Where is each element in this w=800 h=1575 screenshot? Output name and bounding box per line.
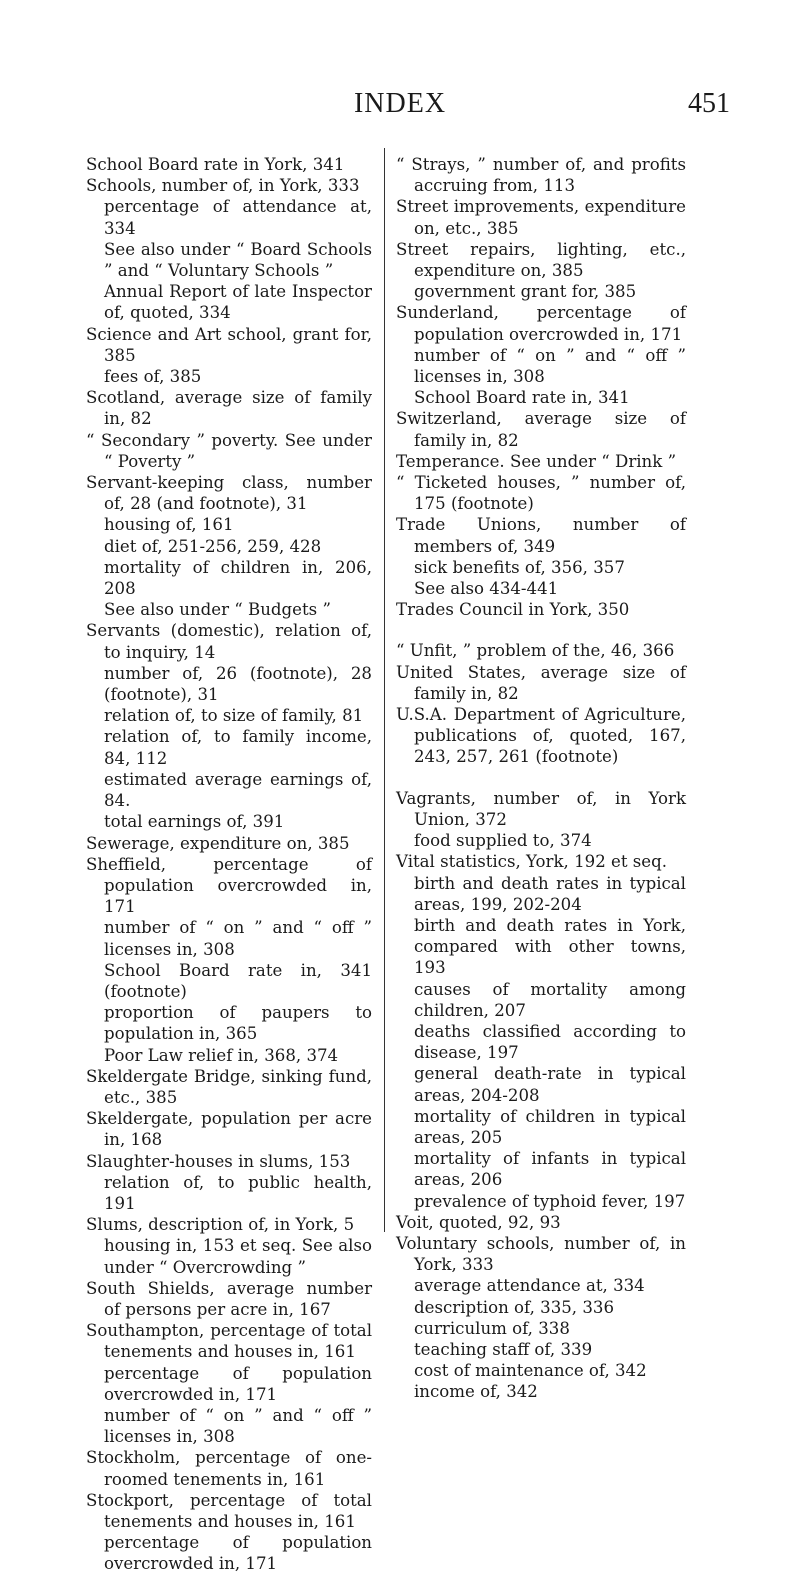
index-subentry: percentage of population overcrowded in, 171 — [104, 1533, 372, 1574]
index-entry: Street repairs, lighting, etc., expenditure on, 385 — [396, 239, 686, 281]
index-entry: Voluntary schools, number of, in York, 333 — [396, 1233, 686, 1275]
page-number: 451 — [688, 88, 730, 119]
index-subentry: housing of, 161 — [104, 515, 234, 535]
index-subentry: diet of, 251-256, 259, 428 — [104, 536, 322, 556]
index-subentry: teaching staff of, 339 — [414, 1339, 593, 1359]
index-entry: Trade Unions, number of members of, 349 — [396, 515, 686, 556]
index-column-right — [396, 154, 686, 1403]
index-entry: Stockholm, percentage of one-roomed tenements in, 161 — [86, 1448, 372, 1489]
index-entry: “ Secondary ” poverty. See under “ Poverty ” — [86, 430, 372, 471]
index-entry: Sheffield, percentage of population overcrowded in, 171 — [86, 854, 372, 917]
index-subentry: proportion of paupers to population in, 365 — [104, 1003, 372, 1044]
index-subentry: fees of, 385 — [104, 367, 202, 387]
index-entry: “ Unfit, ” problem of the, 46, 366 — [396, 641, 675, 661]
index-entry: Stockport, percentage of total tenements and houses in, 161 — [86, 1490, 372, 1531]
index-subentry: number of “ on ” and “ off ” licenses in, 308 — [104, 1405, 372, 1447]
index-subentry: sick benefits of, 356, 357 — [414, 557, 625, 577]
index-subentry: average attendance at, 334 — [414, 1276, 645, 1296]
index-subentry: total earnings of, 391 — [104, 812, 285, 832]
index-entry: Temperance. See under “ Drink ” — [396, 451, 677, 471]
index-subentry: See also under “ Board Schools ” and “ Voluntary Schools ” — [104, 239, 372, 281]
index-entry: Scotland, average size of family in, 82 — [86, 388, 372, 429]
index-subentry: number of, 26 (footnote), 28 (footnote), 31 — [104, 663, 372, 705]
index-subentry: birth and death rates in typical areas, 199, 202-204 — [414, 873, 686, 914]
index-entry: South Shields, average number of persons per acre in, 167 — [86, 1278, 372, 1319]
index-entry: U.S.A. Department of Agriculture, publications of, quoted, 167, 243, 257, 261 (footnote) — [396, 705, 686, 767]
index-subentry: School Board rate in, 341 (footnote) — [104, 960, 372, 1001]
index-subentry: See also 434-441 — [414, 579, 559, 599]
index-entry: Slums, description of, in York, 5 — [86, 1215, 355, 1235]
section-gap — [396, 620, 686, 640]
index-subentry: birth and death rates in York, compared with other towns, 193 — [414, 915, 686, 978]
page-title: INDEX — [353, 88, 447, 119]
index-entry: Slaughter-houses in slums, 153 — [86, 1151, 351, 1171]
index-subentry: mortality of infants in typical areas, 206 — [414, 1149, 686, 1190]
column-divider — [384, 148, 385, 1232]
index-subentry: Annual Report of late Inspector of, quoted, 334 — [104, 282, 372, 323]
index-entry: Skeldergate Bridge, sinking fund, etc., 385 — [86, 1066, 372, 1107]
index-entry: Southampton, percentage of total tenements and houses in, 161 — [86, 1321, 372, 1362]
index-subentry: mortality of children in, 206, 208 — [104, 557, 372, 599]
index-subentry: relation of, to public health, 191 — [104, 1172, 372, 1213]
index-column-left — [86, 154, 372, 1575]
index-subentry: mortality of children in typical areas, 205 — [414, 1106, 686, 1147]
index-entry: Sewerage, expenditure on, 385 — [86, 833, 350, 853]
index-subentry: income of, 342 — [414, 1382, 538, 1402]
index-entry: “ Strays, ” number of, and profits accruing from, 113 — [396, 155, 686, 196]
index-entry: Street improvements, expenditure on, etc., 385 — [396, 197, 686, 238]
index-entry: United States, average size of family in, 82 — [396, 662, 686, 703]
index-subentry: prevalence of typhoid fever, 197 — [414, 1191, 686, 1211]
index-subentry: Poor Law relief in, 368, 374 — [104, 1045, 339, 1065]
index-subentry: estimated average earnings of, 84. — [104, 769, 372, 811]
index-entry: Trades Council in York, 350 — [396, 600, 630, 620]
index-entry: “ Ticketed houses, ” number of, 175 (footnote) — [396, 473, 686, 514]
index-subentry: curriculum of, 338 — [414, 1318, 570, 1338]
index-entry: Servant-keeping class, number of, 28 (and footnote), 31 — [86, 473, 372, 514]
index-subentry: relation of, to size of family, 81 — [104, 706, 364, 726]
index-entry: Vital statistics, York, 192 et seq. — [396, 852, 668, 872]
index-subentry: food supplied to, 374 — [414, 831, 592, 851]
index-subentry: School Board rate in, 341 — [414, 388, 630, 408]
index-entry: School Board rate in York, 341 — [86, 155, 345, 174]
index-entry: Schools, number of, in York, 333 — [86, 176, 360, 196]
index-subentry: number of “ on ” and “ off ” licenses in, 308 — [414, 345, 686, 387]
index-entry: Servants (domestic), relation of, to inquiry, 14 — [86, 621, 372, 662]
index-entry: Sunderland, percentage of population overcrowded in, 171 — [396, 303, 686, 344]
index-subentry: relation of, to family income, 84, 112 — [104, 727, 372, 768]
index-entry: Vagrants, number of, in York Union, 372 — [396, 788, 686, 829]
index-subentry: percentage of attendance at, 334 — [104, 197, 372, 238]
index-entry: Voit, quoted, 92, 93 — [396, 1212, 561, 1232]
section-gap — [396, 768, 686, 788]
index-subentry: causes of mortality among children, 207 — [414, 979, 686, 1020]
index-subentry: cost of maintenance of, 342 — [414, 1361, 647, 1381]
index-subentry: general death-rate in typical areas, 204-208 — [414, 1064, 686, 1105]
index-entry: Science and Art school, grant for, 385 — [86, 324, 372, 365]
page-header — [0, 88, 800, 128]
index-subentry: housing in, 153 et seq. See also under “ Overcrowding ” — [104, 1236, 372, 1277]
index-subentry: deaths classified according to disease, 197 — [414, 1021, 686, 1063]
index-subentry: percentage of population overcrowded in, 171 — [104, 1363, 372, 1404]
index-subentry: government grant for, 385 — [414, 282, 637, 302]
index-entry: Skeldergate, population per acre in, 168 — [86, 1109, 372, 1150]
index-subentry: description of, 335, 336 — [414, 1297, 615, 1317]
index-subentry: See also under “ Budgets ” — [104, 600, 331, 620]
index-subentry: number of “ on ” and “ off ” licenses in, 308 — [104, 918, 372, 959]
index-entry: Switzerland, average size of family in, 82 — [396, 409, 686, 450]
